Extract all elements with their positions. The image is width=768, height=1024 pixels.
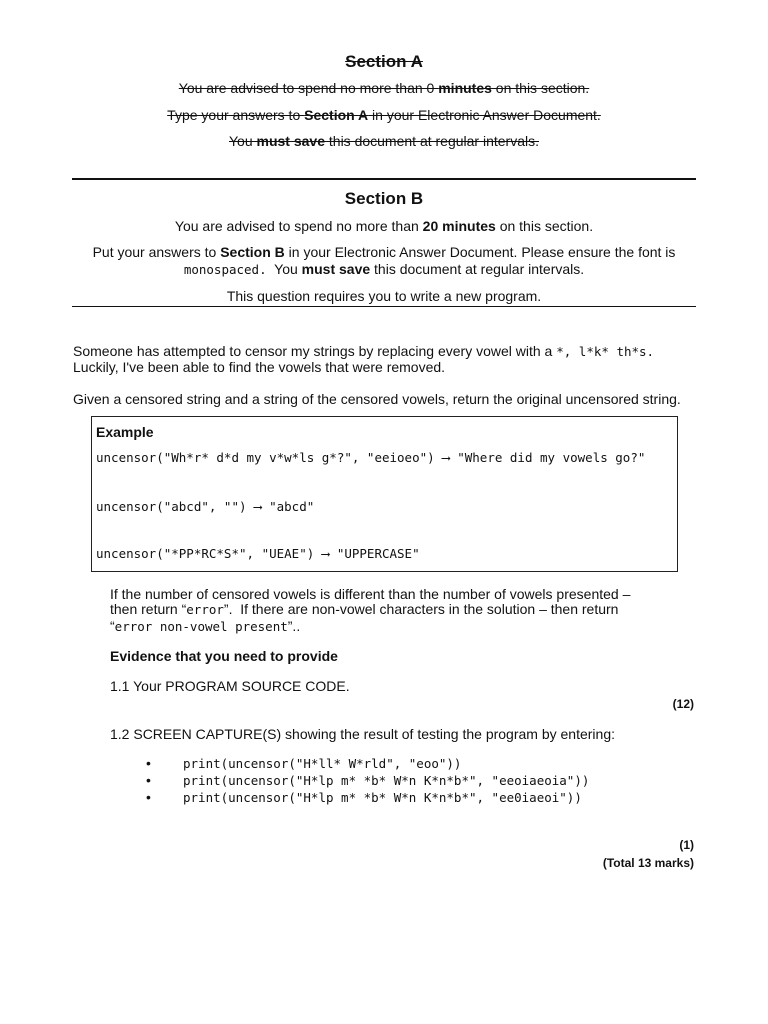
bullet-icon: • bbox=[146, 789, 151, 805]
example-box bbox=[91, 416, 678, 572]
test-command-2: print(uncensor("H*lp m* *b* W*n K*n*b*", "eeoiaeoia")) bbox=[183, 773, 590, 788]
note-line-2: then return “error”. If there are non-vowel characters in the solution – then return bbox=[110, 601, 619, 617]
note-line-3: “error non-vowel present”.. bbox=[110, 618, 301, 634]
evidence-item-1-marks: (12) bbox=[672, 697, 694, 711]
bullet-icon: • bbox=[146, 772, 151, 788]
section-a-time-line: You are advised to spend no more than 0 minutes on this section. bbox=[178, 80, 590, 96]
bullet-icon: • bbox=[146, 755, 151, 771]
total-marks: (Total 13 marks) bbox=[602, 856, 694, 870]
evidence-item-2: 1.2 SCREEN CAPTURE(S) showing the result of testing the program by entering: bbox=[110, 726, 615, 742]
divider-bottom bbox=[72, 306, 696, 307]
test-command-3: print(uncensor("H*lp m* *b* W*n K*n*b*", "ee0iaeoi")) bbox=[183, 790, 582, 805]
divider-top bbox=[72, 178, 696, 180]
section-b-title: Section B bbox=[344, 189, 424, 208]
intro-paragraph-1: Someone has attempted to censor my strings by replacing every vowel with a *, l*k* th*s. bbox=[73, 343, 655, 359]
section-b-time-line: You are advised to spend no more than 20 minutes on this section. bbox=[174, 218, 594, 234]
example-heading: Example bbox=[96, 424, 154, 440]
section-b-requirement-line: This question requires you to write a new program. bbox=[226, 288, 542, 304]
example-line-1: uncensor("Wh*r* d*d my v*w*ls g*?", "eeioeo") ⟶ "Where did my vowels go?" bbox=[96, 450, 646, 465]
example-line-3: uncensor("*PP*RC*S*", "UEAE") ⟶ "UPPERCASE" bbox=[96, 546, 420, 561]
section-a-title: Section A bbox=[345, 52, 423, 71]
test-command-1: print(uncensor("H*ll* W*rld", "eoo")) bbox=[183, 756, 462, 771]
intro-paragraph-1-line-2: Luckily, I've been able to find the vowels that were removed. bbox=[73, 359, 446, 375]
evidence-item-1: 1.1 Your PROGRAM SOURCE CODE. bbox=[110, 678, 350, 694]
section-b-answers-line: Put your answers to Section B in your Electronic Answer Document. Please ensure the font is bbox=[92, 244, 676, 260]
intro-paragraph-2: Given a censored string and a string of the censored vowels, return the original uncensored string. bbox=[73, 391, 681, 407]
example-line-2: uncensor("abcd", "") ⟶ "abcd" bbox=[96, 499, 315, 514]
note-line-1: If the number of censored vowels is different than the number of vowels presented – bbox=[110, 586, 631, 602]
section-b-save-line: monospaced. You must save this document at regular intervals. bbox=[183, 261, 585, 277]
section-a-answers-line: Type your answers to Section A in your Electronic Answer Document. bbox=[167, 107, 601, 123]
section-a-save-line: You must save this document at regular intervals. bbox=[229, 133, 539, 149]
evidence-heading: Evidence that you need to provide bbox=[110, 648, 338, 664]
evidence-item-2-marks: (1) bbox=[679, 838, 694, 852]
